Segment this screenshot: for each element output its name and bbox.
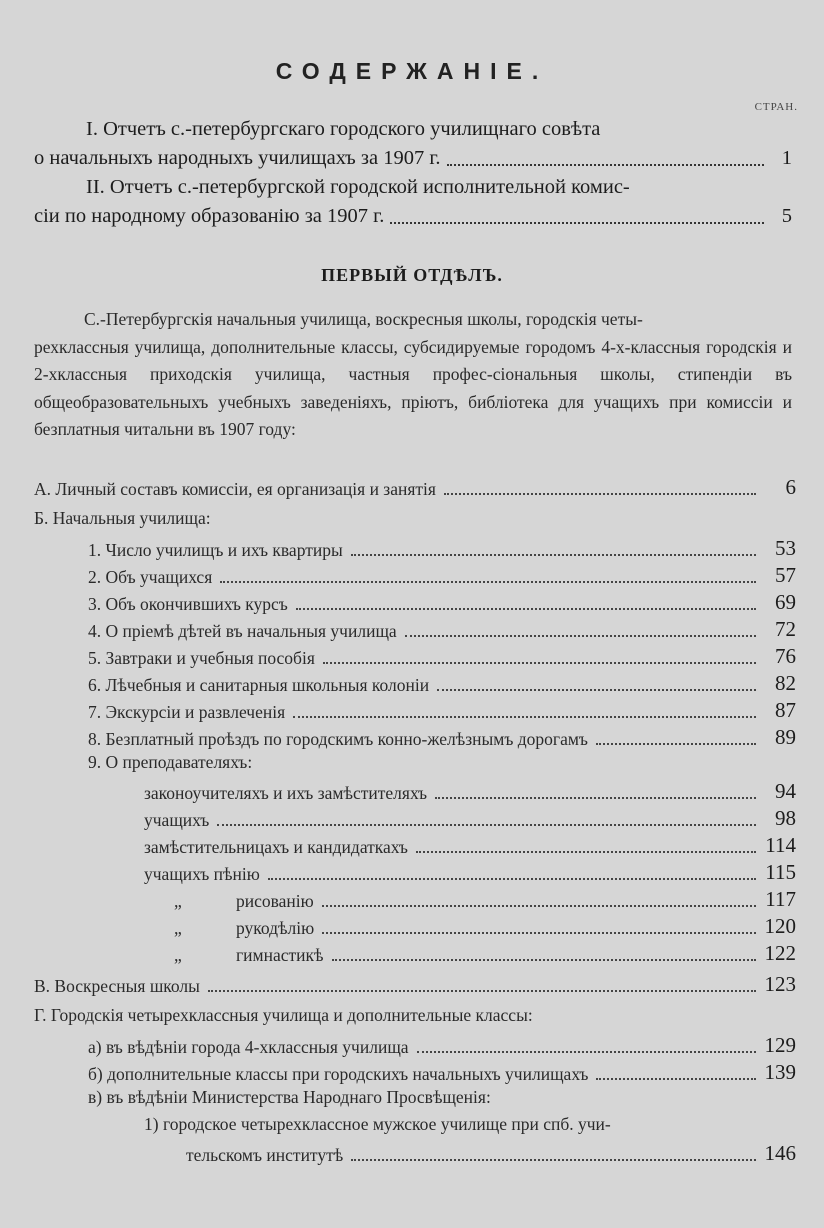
page-number: 87: [775, 698, 796, 722]
dot-leader: [323, 662, 756, 664]
intro-entry-1: [34, 115, 792, 173]
toc-label: в) въ вѣдѣніи Министерства Народнаго Просвѣщенія:: [88, 1087, 491, 1107]
ditto-mark: „: [174, 918, 182, 938]
intro-entry-line2: сіи по народному образованію за 1907 г.: [34, 205, 385, 227]
section-description: [34, 306, 792, 444]
toc-row-teachers-3: [144, 833, 796, 858]
toc-label: 1) городское четырехклассное мужское училище при спб. учи-: [144, 1114, 611, 1134]
toc-label: Б. Начальныя училища:: [34, 508, 211, 528]
section-title: ПЕРВЫЙ ОТДѢЛЪ.: [321, 265, 503, 285]
page-number: 122: [764, 941, 796, 965]
toc-label: 7. Экскурсіи и развлеченія: [88, 702, 286, 722]
page-number: 94: [775, 779, 796, 803]
page-number: 72: [775, 617, 796, 641]
toc-row-teachers-5: [174, 887, 796, 912]
toc-row-b8: [88, 725, 796, 750]
page-number: 139: [764, 1060, 796, 1084]
toc-row-g-a: [88, 1033, 796, 1058]
dot-leader: [296, 608, 756, 610]
page-number: 1: [781, 147, 792, 169]
dot-leader: [217, 824, 756, 826]
toc-row-g: [34, 1005, 796, 1026]
dot-leader: [596, 743, 756, 745]
page-number: 114: [765, 833, 796, 857]
toc-row-ministry-line2: [186, 1141, 796, 1166]
dot-leader: [444, 493, 756, 495]
toc-row-teachers-7: [174, 941, 796, 966]
page-number: 98: [775, 806, 796, 830]
toc-row-b4: [88, 617, 796, 642]
toc-label: рисованію: [236, 891, 314, 911]
toc-label: Г. Городскія четырехклассныя училища и дополнительные классы:: [34, 1005, 533, 1025]
toc-row-b2: [88, 563, 796, 588]
toc-row-b5: [88, 644, 796, 669]
page-number: 120: [764, 914, 796, 938]
page-column-label: СТРАН.: [754, 101, 798, 113]
toc-label: тельскомъ институтѣ: [186, 1145, 344, 1165]
toc-label: учащихъ: [144, 810, 210, 830]
toc-label: 3. Объ окончившихъ курсъ: [88, 594, 288, 614]
toc-label: 4. О пріемѣ дѣтей въ начальныя училища: [88, 621, 397, 641]
dot-leader: [322, 932, 756, 934]
toc-label: А. Личный составъ комиссіи, ея организація и занятія: [34, 479, 436, 499]
intro-entry-line1: I. Отчетъ с.-петербургскаго городского училищнаго совѣта: [86, 118, 601, 140]
toc-label: 1. Число училищъ и ихъ квартиры: [88, 540, 343, 560]
intro-entry-line1: II. Отчетъ с.-петербургской городской исполнительной комис-: [86, 176, 630, 198]
dot-leader: [351, 1159, 756, 1161]
page-number: 69: [775, 590, 796, 614]
toc-row-a: [34, 475, 796, 500]
page-number: 115: [765, 860, 796, 884]
toc-label: 6. Лѣчебныя и санитарныя школьныя колоніи: [88, 675, 430, 695]
toc-row-g-v: [88, 1087, 796, 1108]
dot-leader: [293, 716, 756, 718]
toc-row-teachers-4: [144, 860, 796, 885]
dot-leader: [405, 635, 756, 637]
dot-leader: [435, 797, 756, 799]
toc-label: В. Воскресныя школы: [34, 976, 200, 996]
toc-row-b7: [88, 698, 796, 723]
toc-label: замѣстительницахъ и кандидаткахъ: [144, 837, 408, 857]
toc-label: а) въ вѣдѣніи города 4-хклассныя училища: [88, 1037, 409, 1057]
toc-label: учащихъ пѣнію: [144, 864, 260, 884]
ditto-mark: „: [174, 891, 182, 911]
toc-row-b9: [88, 752, 796, 773]
dot-leader: [390, 222, 764, 224]
page-number: 76: [775, 644, 796, 668]
toc-row-b1: [88, 536, 796, 561]
section-description-rest: рехклассныя училища, дополнительные классы, субсидируемые городомъ 4-х-классныя городскія и 2-хклассныя приходскія училища, частныя профес-сіональныя школы, стипендіи въ общеобразовательныхъ учебныхъ заведеніяхъ, пріютъ, библіотека для учащихъ при комиссіи и безплатныя читальни въ 1907 году:: [34, 336, 792, 439]
dot-leader: [437, 689, 756, 691]
dot-leader: [351, 554, 756, 556]
toc-row-v: [34, 972, 796, 997]
dot-leader: [208, 990, 756, 992]
intro-entry-line2: о начальныхъ народныхъ училищахъ за 1907 г.: [34, 147, 441, 169]
toc-row-b6: [88, 671, 796, 696]
toc-row-teachers-1: [144, 779, 796, 804]
dot-leader: [416, 851, 756, 853]
toc-row-teachers-2: [144, 806, 796, 831]
toc-row-g-b: [88, 1060, 796, 1085]
dot-leader: [596, 1078, 756, 1080]
page-number: 53: [775, 536, 796, 560]
toc-label: рукодѣлію: [236, 918, 315, 938]
page-number: 82: [775, 671, 796, 695]
dot-leader: [268, 878, 756, 880]
dot-leader: [447, 164, 764, 166]
intro-entry-2: [34, 173, 792, 231]
toc-label: 9. О преподавателяхъ:: [88, 752, 253, 772]
toc-label: б) дополнительные классы при городскихъ начальныхъ училищахъ: [88, 1064, 589, 1084]
toc-row-b3: [88, 590, 796, 615]
page-number: 89: [775, 725, 796, 749]
ditto-mark: „: [174, 945, 182, 965]
page-number: 5: [781, 205, 792, 227]
toc-label: гимнастикѣ: [236, 945, 324, 965]
dot-leader: [322, 905, 756, 907]
toc-label: 2. Объ учащихся: [88, 567, 213, 587]
toc-label: 5. Завтраки и учебныя пособія: [88, 648, 315, 668]
toc-label: законоучителяхъ и ихъ замѣстителяхъ: [144, 783, 428, 803]
section-description-line1: С.-Петербургскія начальныя училища, воскресныя школы, городскія четы-: [84, 309, 643, 329]
toc-row-teachers-6: [174, 914, 796, 939]
toc-row-ministry-line1: [144, 1114, 796, 1135]
page-number: 129: [764, 1033, 796, 1057]
page-heading: СОДЕРЖАНІЕ.: [275, 58, 549, 84]
page-number: 146: [764, 1141, 796, 1165]
page-number: 57: [775, 563, 796, 587]
dot-leader: [220, 581, 756, 583]
page-number: 117: [765, 887, 796, 911]
page-number: 6: [785, 475, 796, 499]
toc-label: 8. Безплатный проѣздъ по городскимъ конно-желѣзнымъ дорогамъ: [88, 729, 588, 749]
dot-leader: [332, 959, 756, 961]
toc-row-b: [34, 508, 796, 529]
page-number: 123: [764, 972, 796, 996]
dot-leader: [417, 1051, 756, 1053]
